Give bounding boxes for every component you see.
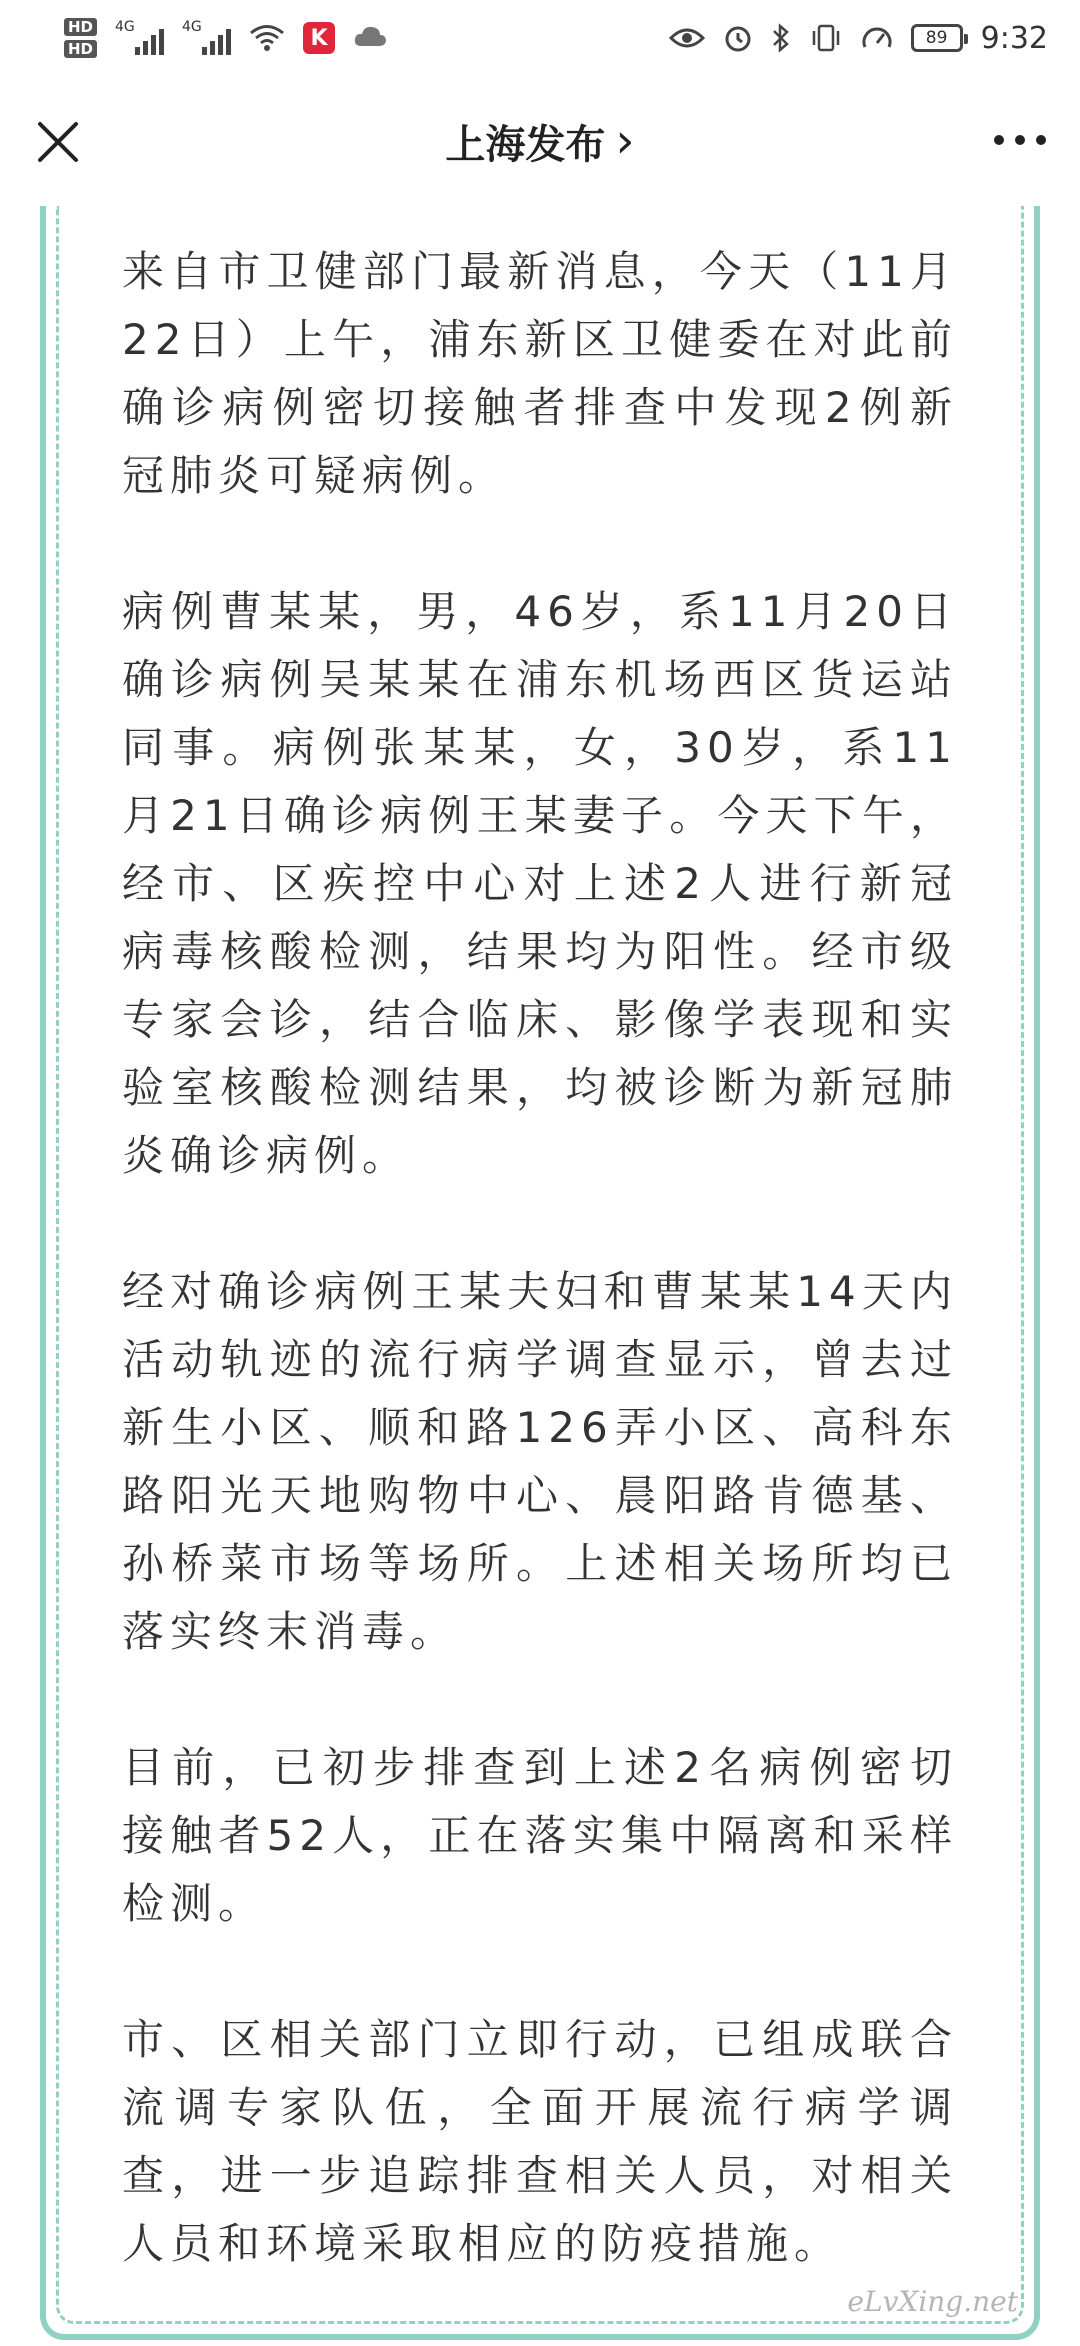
hd-badge-1: HD <box>64 18 97 36</box>
speed-icon <box>861 23 893 53</box>
more-button[interactable] <box>994 130 1046 150</box>
signal-1 <box>115 21 164 55</box>
battery-indicator: 89 <box>911 24 963 52</box>
eye-icon <box>669 26 705 50</box>
wifi-icon <box>249 24 285 52</box>
app-notification-icon: K <box>303 22 335 54</box>
hd-badge-2: HD <box>64 40 97 58</box>
status-left <box>64 18 387 58</box>
vibrate-icon <box>809 23 843 53</box>
article-body <box>122 238 958 2346</box>
close-button[interactable] <box>34 118 82 166</box>
status-right <box>669 21 1048 56</box>
nav-header <box>0 76 1080 206</box>
network-type-1: 4G <box>115 19 135 35</box>
article-paragraph: 目前，已初步排查到上述2名病例密切接触者52人，正在落实集中隔离和采样检测。 <box>122 1743 958 1928</box>
account-title-link[interactable] <box>445 113 634 170</box>
article-paragraph: 市、区相关部门立即行动，已组成联合流调专家队伍，全面开展流行病学调查，进一步追踪排查相关人员，对相关人员和环境采取相应的防疫措施。 <box>122 2015 958 2268</box>
status-bar <box>0 0 1080 76</box>
cloud-icon <box>353 24 387 52</box>
signal-2 <box>182 21 231 55</box>
alarm-icon <box>723 23 753 53</box>
more-icon <box>994 135 1004 145</box>
bluetooth-icon <box>771 23 791 53</box>
article-paragraph: 病例曹某某，男，46岁，系11月20日确诊病例吴某某在浦东机场西区货运站同事。病例张某某，女，30岁，系11月21日确诊病例王某妻子。今天下午，经市、区疾控中心对上述2人进行新冠病毒核酸检测，结果均为阳性。经市级专家会诊，结合临床、影像学表现和实验室核酸检测结果，均被诊断为新冠肺炎确诊病例。 <box>122 587 958 1180</box>
page-title: 上海发布 <box>445 121 606 168</box>
article-paragraph: 经对确诊病例王某夫妇和曹某某14天内活动轨迹的流行病学调查显示，曾去过新生小区、顺和路126弄小区、高科东路阳光天地购物中心、晨阳路肯德基、孙桥菜市场等场所。上述相关场所均已落实终末消毒。 <box>122 1267 958 1656</box>
article-paragraph: 来自市卫健部门最新消息，今天（11月22日）上午，浦东新区卫健委在对此前确诊病例密切接触者排查中发现2例新冠肺炎可疑病例。 <box>122 247 958 500</box>
hd-badges <box>64 18 97 58</box>
chevron-right-icon: › <box>615 113 635 169</box>
network-type-2: 4G <box>182 19 202 35</box>
watermark: eLvXing.net <box>847 2285 1018 2318</box>
clock: 9:32 <box>980 20 1048 56</box>
close-icon <box>34 118 82 166</box>
